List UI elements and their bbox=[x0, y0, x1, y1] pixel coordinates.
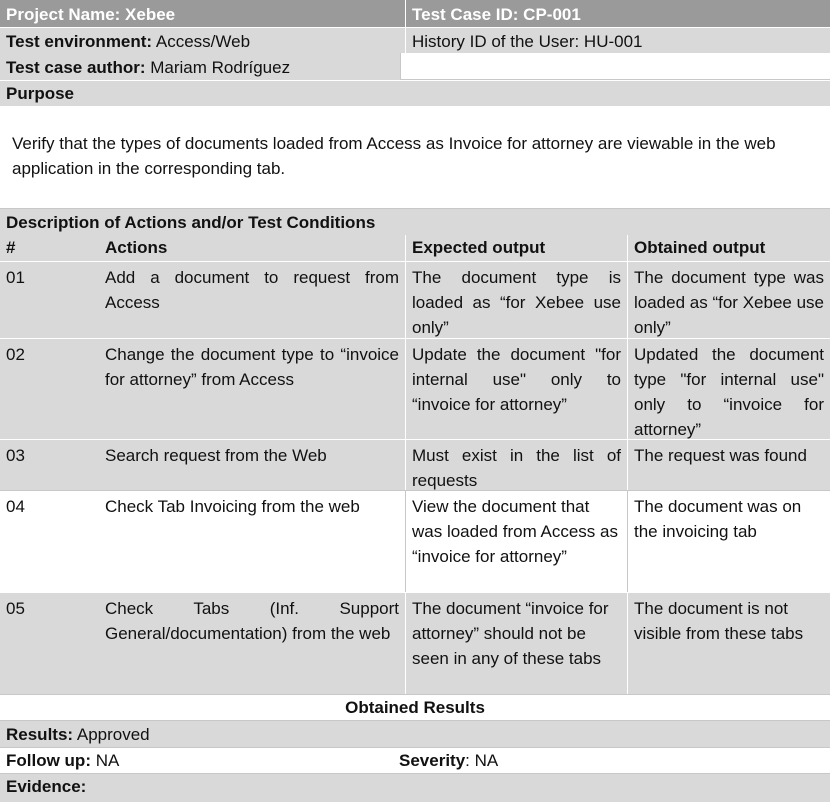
followup-row bbox=[0, 747, 830, 773]
row-number: 05 bbox=[6, 599, 25, 618]
col-header-expected: Expected output bbox=[405, 235, 627, 261]
row-action: Change the document type to “invoice for attorney” from Access bbox=[105, 345, 399, 389]
evidence-label: Evidence: bbox=[6, 777, 87, 796]
purpose-label: Purpose bbox=[6, 84, 75, 103]
row-action: Search request from the Web bbox=[105, 446, 327, 465]
history-id: History ID of the User: HU-001 bbox=[405, 28, 830, 54]
severity bbox=[393, 748, 830, 774]
row-action: Add a document to request from Access bbox=[105, 268, 399, 312]
author-empty-cell bbox=[400, 53, 830, 80]
severity-value: : NA bbox=[465, 751, 499, 770]
follow-up bbox=[0, 748, 393, 774]
test-case-author-value: Mariam Rodríguez bbox=[145, 58, 291, 77]
row-expected: Update the document "for internal use" only to “invoice for attorney” bbox=[405, 339, 627, 440]
actions-title: Description of Actions and/or Test Conditions bbox=[6, 213, 376, 232]
test-case-author-label: Test case author: bbox=[6, 58, 146, 77]
evidence-row bbox=[0, 773, 830, 802]
purpose-label-row bbox=[0, 80, 830, 106]
table-row bbox=[0, 338, 830, 439]
results-title-row bbox=[0, 694, 830, 721]
table-row bbox=[0, 439, 830, 490]
actions-header-row bbox=[0, 235, 830, 261]
results-status bbox=[0, 721, 830, 747]
test-case-author bbox=[0, 53, 400, 80]
environment-row bbox=[0, 27, 830, 53]
project-name: Project Name: Xebee bbox=[6, 5, 176, 24]
test-environment bbox=[0, 28, 405, 54]
row-number: 03 bbox=[6, 446, 25, 465]
row-action: Check Tab Invoicing from the web bbox=[105, 497, 360, 516]
follow-up-value: NA bbox=[90, 751, 120, 770]
row-expected: View the document that was loaded from Access as “invoice for attorney” bbox=[405, 491, 627, 593]
actions-title-row bbox=[0, 208, 830, 235]
results-title: Obtained Results bbox=[345, 698, 485, 717]
test-environment-label: Test environment: bbox=[6, 32, 153, 51]
row-obtained: Updated the document type "for internal use" only to “invoice for attorney” bbox=[627, 339, 830, 440]
table-row bbox=[0, 490, 830, 592]
results-label: Results: bbox=[6, 725, 74, 744]
results-value: Approved bbox=[73, 725, 150, 744]
col-header-obtained: Obtained output bbox=[627, 235, 830, 261]
row-number: 04 bbox=[6, 497, 25, 516]
row-expected: Must exist in the list of requests bbox=[405, 440, 627, 491]
results-row bbox=[0, 721, 830, 747]
purpose-text: Verify that the types of documents loaded from Access as Invoice for attorney are viewable in the web application in the corresponding tab. bbox=[12, 134, 776, 178]
follow-up-label: Follow up: bbox=[6, 751, 91, 770]
test-environment-value: Access/Web bbox=[152, 32, 251, 51]
row-number: 01 bbox=[6, 268, 25, 287]
table-row bbox=[0, 261, 830, 338]
row-action: Check Tabs (Inf. Support General/documentation) from the web bbox=[105, 599, 399, 643]
purpose-text-row bbox=[0, 106, 830, 208]
row-number: 02 bbox=[6, 345, 25, 364]
header-row bbox=[0, 0, 830, 27]
row-obtained: The document is not visible from these tabs bbox=[627, 593, 830, 695]
table-row bbox=[0, 592, 830, 694]
severity-label: Severity bbox=[399, 751, 466, 770]
row-obtained: The document was on the invoicing tab bbox=[627, 491, 830, 593]
col-header-actions: Actions bbox=[105, 238, 168, 257]
test-case-id: Test Case ID: CP-001 bbox=[405, 0, 830, 27]
row-obtained: The request was found bbox=[627, 440, 830, 491]
author-row bbox=[0, 53, 830, 80]
row-obtained: The document type was loaded as “for Xebee use only” bbox=[627, 262, 830, 339]
row-expected: The document “invoice for attorney” should not be seen in any of these tabs bbox=[405, 593, 627, 695]
col-header-number: # bbox=[6, 238, 16, 257]
row-expected: The document type is loaded as “for Xebee use only” bbox=[405, 262, 627, 339]
